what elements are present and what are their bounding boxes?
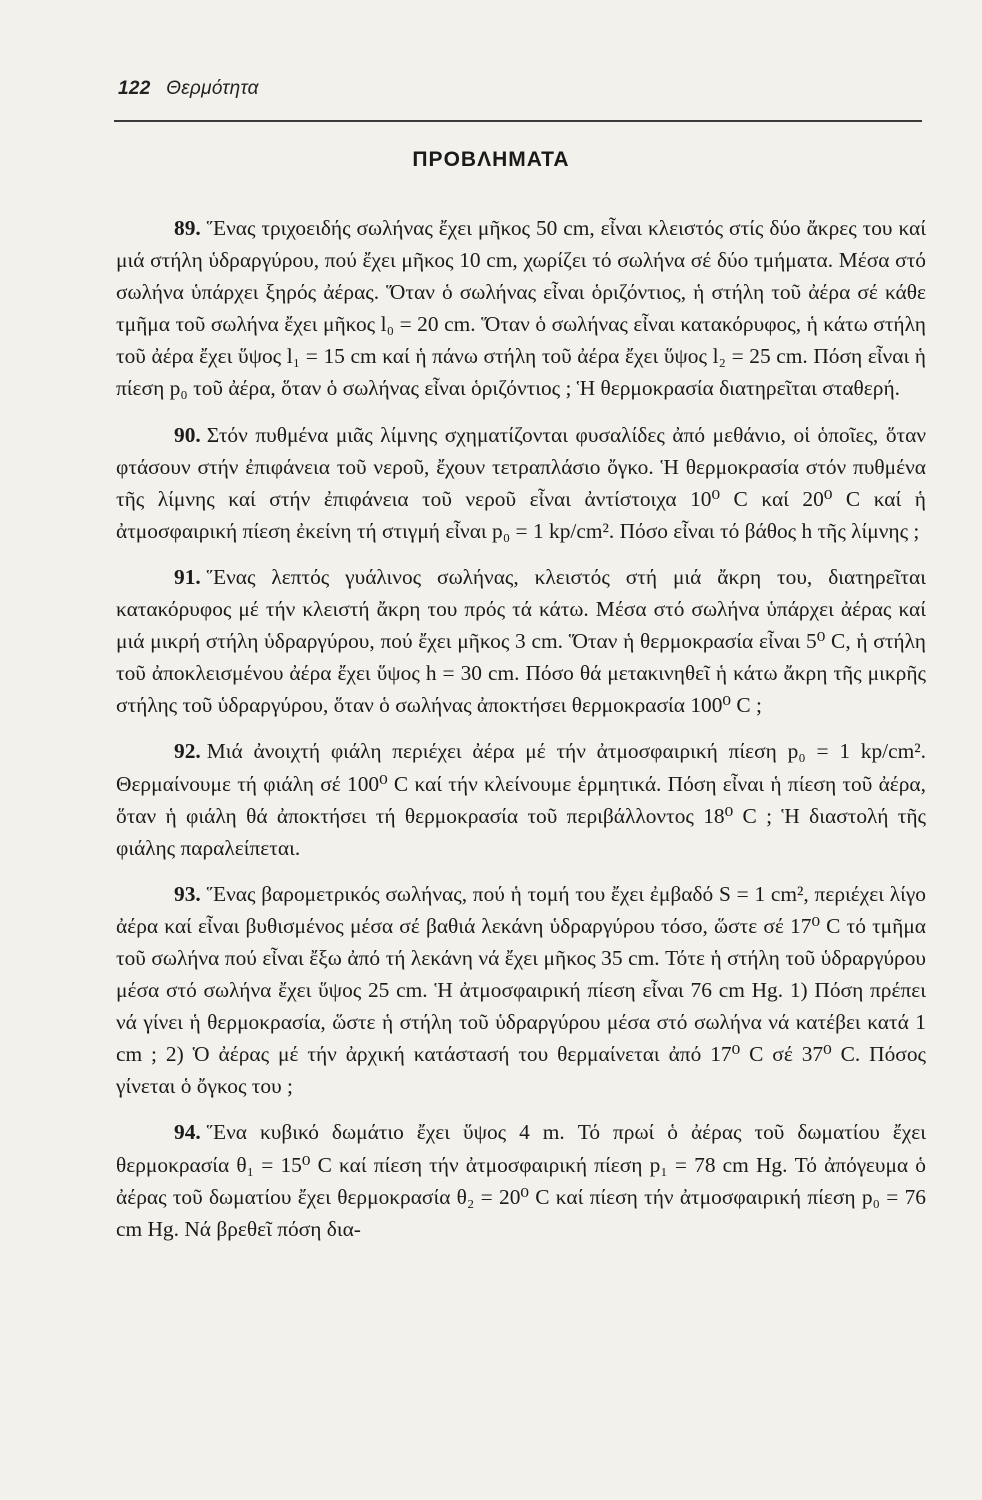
problem-text: Μιά ἀνοιχτή φιάλη περιέχει ἀέρα μέ τήν ἀτμοσφαιρική πίεση p₀ = 1 kp/cm². Θερμαίνουμε τή φιάλη σέ 100⁰ C καί τήν κλείνουμε ἑρμητικά. Πόση εἶναι ἡ πίεση τοῦ ἀέρα, ὅταν ἡ φιάλη θά ἀποκτήσει τή θερμοκρασία τοῦ περιβάλλοντος 18⁰ C ; Ἡ διαστολή τῆς φιάλης παραλείπεται.	[116, 739, 926, 860]
header-rule	[114, 120, 922, 122]
running-header	[118, 78, 259, 100]
problem-text: Στόν πυθμένα μιᾶς λίμνης σχηματίζονται φυσαλίδες ἀπό μεθάνιο, οἱ ὁποῖες, ὅταν φτάσουν στήν ἐπιφάνεια τοῦ νεροῦ, ἔχουν τετραπλάσιο ὄγκο. Ἡ θερμοκρασία στόν πυθμένα τῆς λίμνης καί στήν ἐπιφάνεια τοῦ νεροῦ εἶναι ἀντίστοιχα 10⁰ C καί 20⁰ C καί ἡ ἀτμοσφαιρική πίεση ἐκείνη τή στιγμή εἶναι p₀ = 1 kp/cm². Πόσο εἶναι τό βάθος h τῆς λίμνης ;	[116, 422, 926, 543]
problem-92	[116, 735, 926, 863]
problem-number: 92.	[174, 739, 201, 764]
problem-text: Ἕνας τριχοειδής σωλήνας ἔχει μῆκος 50 cm, εἶναι κλειστός στίς δύο ἄκρες του καί μιά στήλη ὑδραργύρου, πού ἔχει μῆκος 10 cm, χωρίζει τό σωλήνα σέ δύο τμήματα. Μέσα στό σωλήνα ὑπάρχει ξηρός ἀέρας. Ὅταν ὁ σωλήνας εἶναι ὁριζόντιος, ἡ στήλη τοῦ ἀέρα σέ κάθε τμῆμα τοῦ σωλήνα ἔχει μῆκος l₀ = 20 cm. Ὅταν ὁ σωλήνας εἶναι κατακόρυφος, ἡ κάτω στήλη τοῦ ἀέρα ἔχει ὕψος l₁ = 15 cm καί ἡ πάνω στήλη τοῦ ἀέρα ἔχει ὕψος l₂ = 25 cm. Πόση εἶναι ἡ πίεση p₀ τοῦ ἀέρα, ὅταν ὁ σωλήνας εἶναι ὁριζόντιος ; Ἡ θερμοκρασία διατηρεῖται σταθερή.	[116, 216, 926, 401]
problem-91	[116, 561, 926, 721]
problem-90	[116, 419, 926, 547]
problem-number: 94.	[174, 1120, 201, 1145]
problem-number: 93.	[174, 881, 201, 906]
page-number: 122	[118, 78, 151, 99]
section-title: ΠΡΟΒΛΗΜΑΤΑ	[412, 148, 570, 171]
running-title: Θερμότητα	[166, 78, 259, 99]
problem-89	[116, 212, 926, 405]
problem-text: Ἕνας λεπτός γυάλινος σωλήνας, κλειστός στή μιά ἄκρη του, διατηρεῖται κατακόρυφος μέ τήν κλειστή ἄκρη του πρός τά κάτω. Μέσα στό σωλήνα ὑπάρχει ἀέρας καί μιά μικρή στήλη ὑδραργύρου, πού ἔχει μῆκος 3 cm. Ὅταν ἡ θερμοκρασία εἶναι 5⁰ C, ἡ στήλη τοῦ ἀποκλεισμένου ἀέρα ἔχει ὕψος h = 30 cm. Πόσο θά μετακινηθεῖ ἡ κάτω ἄκρη τῆς μικρῆς στήλης τοῦ ὑδραργύρου, ὅταν ὁ σωλήνας ἀποκτήσει θερμοκρασία 100⁰ C ;	[116, 564, 926, 718]
problem-93	[116, 878, 926, 1103]
problem-list	[116, 212, 926, 1259]
problem-text: Ἕνας βαρομετρικός σωλήνας, πού ἡ τομή του ἔχει ἐμβαδό S = 1 cm², περιέχει λίγο ἀέρα καί εἶναι βυθισμένος μέσα σέ βαθιά λεκάνη ὑδραργύρου τόσο, ὥστε σέ 17⁰ C τό τμῆμα τοῦ σωλήνα πού εἶναι ἔξω ἀπό τή λεκάνη νά ἔχει μῆκος 35 cm. Τότε ἡ στήλη τοῦ ὑδραργύρου μέσα στό σωλήνα ἔχει ὕψος 25 cm. Ἡ ἀτμοσφαιρική πίεση εἶναι 76 cm Hg. 1) Πόση πρέπει νά γίνει ἡ θερμοκρασία, ὥστε ἡ στήλη τοῦ ὑδραργύρου μέσα στό σωλήνα νά κατέβει κατά 1 cm ; 2) Ὁ ἀέρας μέ τήν ἀρχική κατάστασή του θερμαίνεται ἀπό 17⁰ C σέ 37⁰ C. Πόσος γίνεται ὁ ὄγκος του ;	[116, 881, 926, 1099]
problem-number: 91.	[174, 564, 201, 589]
problem-number: 89.	[174, 216, 201, 240]
problem-text: Ἕνα κυβικό δωμάτιο ἔχει ὕψος 4 m. Τό πρωί ὁ ἀέρας τοῦ δωματίου ἔχει θερμοκρασία θ₁ = 15⁰ C καί πίεση τήν ἀτμοσφαιρική πίεση p₁ = 78 cm Hg. Τό ἀπόγευμα ὁ ἀέρας τοῦ δωματίου ἔχει θερμοκρασία θ₂ = 20⁰ C καί πίεση τήν ἀτμοσφαιρική πίεση p₀ = 76 cm Hg. Νά βρεθεῖ πόση δια-	[116, 1120, 926, 1241]
problem-94	[116, 1116, 926, 1244]
problem-number: 90.	[174, 422, 201, 447]
